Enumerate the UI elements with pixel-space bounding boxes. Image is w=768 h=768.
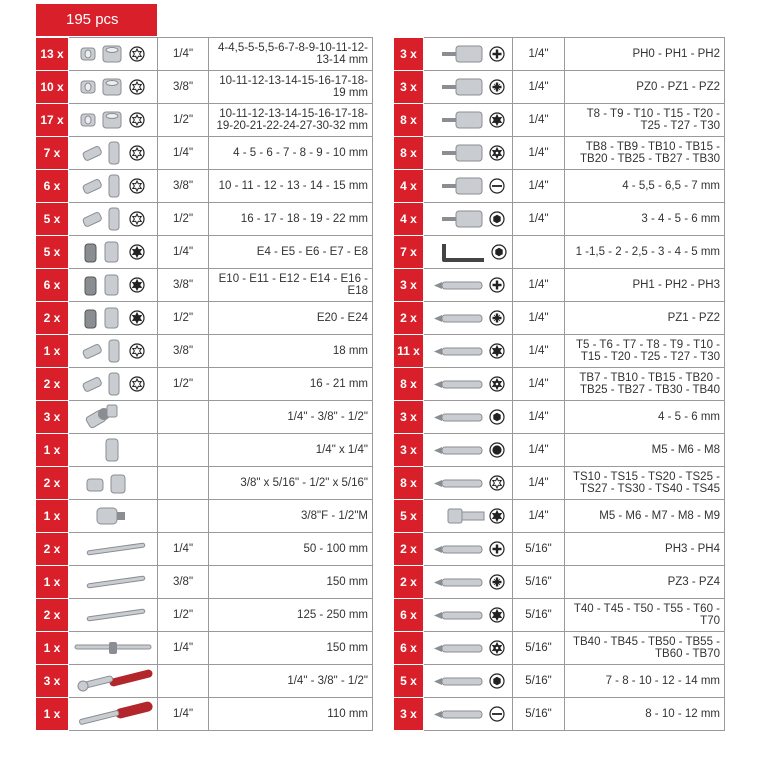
e-torx-socket-set-icon [69,269,158,302]
drive-size-cell: 1/2" [158,302,209,335]
quantity-cell: 8 x [394,137,424,170]
drive-size-cell: 1/4" [158,137,209,170]
quantity-cell: 2 x [394,533,424,566]
quantity-cell: 1 x [36,632,69,665]
table-row [36,533,373,566]
e-torx-socket-set-icon [69,302,158,335]
table-row [394,434,725,467]
bit-icon [424,698,513,731]
sizes-cell: E4 - E5 - E6 - E7 - E8 [209,236,373,269]
drive-size-cell: 1/2" [158,599,209,632]
drive-size-cell: 1/4" [158,236,209,269]
right-parts-table [393,37,725,731]
drive-size-cell: 1/4" [158,533,209,566]
table-row [394,566,725,599]
drive-size-cell: 1/4" [513,71,565,104]
sizes-cell: PH1 - PH2 - PH3 [565,269,725,302]
quantity-cell: 17 x [36,104,69,137]
sizes-cell: 4 - 5 - 6 mm [565,401,725,434]
drive-size-cell: 1/2" [158,203,209,236]
sizes-cell: 4 - 5,5 - 6,5 - 7 mm [565,170,725,203]
sizes-cell: PZ0 - PZ1 - PZ2 [565,71,725,104]
sizes-cell: T40 - T45 - T50 - T55 - T60 - T70 [565,599,725,632]
drive-size-cell [158,500,209,533]
sizes-cell: TB8 - TB9 - TB10 - TB15 - TB20 - TB25 - TB27 - TB30 [565,137,725,170]
sizes-cell: 4 - 5 - 6 - 7 - 8 - 9 - 10 mm [209,137,373,170]
quantity-cell: 2 x [36,302,69,335]
quantity-cell: 4 x [394,170,424,203]
sizes-cell: 10-11-12-13-14-15-16-17-18-19-20-21-22-24-27-30-32 mm [209,104,373,137]
quantity-cell: 6 x [36,170,69,203]
sizes-cell: T5 - T6 - T7 - T8 - T9 - T10 - T15 - T20 - T25 - T27 - T30 [565,335,725,368]
quantity-cell: 5 x [36,203,69,236]
sizes-cell: TS10 - TS15 - TS20 - TS25 - TS27 - TS30 - TS40 - TS45 [565,467,725,500]
table-row [36,434,373,467]
bit-icon [424,302,513,335]
sizes-cell: PH0 - PH1 - PH2 [565,38,725,71]
drive-size-cell: 5/16" [513,698,565,731]
bit-icon [424,566,513,599]
table-row [36,236,373,269]
quantity-cell: 2 x [394,566,424,599]
table-row [36,632,373,665]
quantity-cell: 5 x [394,665,424,698]
table-row [394,335,725,368]
drive-size-cell: 1/2" [158,104,209,137]
quantity-cell: 8 x [394,104,424,137]
sizes-cell: M5 - M6 - M7 - M8 - M9 [565,500,725,533]
quantity-cell: 3 x [394,698,424,731]
bit-socket-icon [424,137,513,170]
table-row [394,698,725,731]
quantity-cell: 2 x [36,467,69,500]
sizes-cell: 18 mm [209,335,373,368]
sizes-cell: 150 mm [209,566,373,599]
socket-set-torx-end-icon [69,104,158,137]
sizes-cell: E10 - E11 - E12 - E14 - E16 - E18 [209,269,373,302]
sizes-cell: 50 - 100 mm [209,533,373,566]
table-row [36,104,373,137]
sizes-cell: 1 -1,5 - 2 - 2,5 - 3 - 4 - 5 mm [565,236,725,269]
quantity-cell: 10 x [36,71,69,104]
sizes-cell: 1/4" - 3/8" - 1/2" [209,665,373,698]
hex-key-icon [424,236,513,269]
sizes-cell: 1/4" x 1/4" [209,434,373,467]
table-row [394,467,725,500]
sizes-cell: 3/8" x 5/16" - 1/2" x 5/16" [209,467,373,500]
quantity-cell: 3 x [394,401,424,434]
drive-size-cell: 5/16" [513,632,565,665]
drive-size-cell: 1/4" [513,467,565,500]
table-row [36,71,373,104]
drive-size-cell: 1/4" [513,434,565,467]
table-row [36,335,373,368]
sizes-cell: 16 - 17 - 18 - 19 - 22 mm [209,203,373,236]
quantity-cell: 6 x [394,632,424,665]
sizes-cell: E20 - E24 [209,302,373,335]
quantity-cell: 2 x [36,599,69,632]
quantity-cell: 1 x [36,434,69,467]
socket-set-torx-end-icon [69,38,158,71]
socket-set-torx-end-icon [69,71,158,104]
drive-size-cell: 1/4" [158,698,209,731]
quantity-cell: 5 x [394,500,424,533]
drive-size-cell: 1/4" [513,401,565,434]
table-row [394,137,725,170]
quantity-cell: 3 x [394,269,424,302]
drive-size-cell: 5/16" [513,533,565,566]
deep-socket-set-icon [69,335,158,368]
sizes-cell: 16 - 21 mm [209,368,373,401]
table-row [394,500,725,533]
table-row [36,500,373,533]
drive-size-cell [158,665,209,698]
deep-socket-set-icon [69,203,158,236]
quantity-cell: 2 x [394,302,424,335]
sizes-cell: 4-4,5-5-5,5-6-7-8-9-10-11-12-13-14 mm [209,38,373,71]
table-row [394,599,725,632]
quantity-cell: 3 x [394,71,424,104]
quantity-cell: 1 x [36,566,69,599]
bit-holder-adapter-icon [69,434,158,467]
table-row [394,269,725,302]
drive-size-cell: 1/4" [513,104,565,137]
e-torx-socket-set-icon [69,236,158,269]
table-row [36,137,373,170]
drive-size-cell: 1/4" [513,38,565,71]
drive-size-cell: 3/8" [158,335,209,368]
bit-icon [424,335,513,368]
table-row [36,698,373,731]
quantity-cell: 8 x [394,368,424,401]
table-row [394,203,725,236]
drive-size-cell: 1/4" [513,500,565,533]
drive-size-cell: 1/4" [513,170,565,203]
total-pieces-badge [36,4,157,36]
drive-size-cell: 1/4" [158,632,209,665]
bit-socket-icon [424,170,513,203]
table-row [394,368,725,401]
bit-socket-icon [424,71,513,104]
spline-bit-icon [424,500,513,533]
table-row [36,269,373,302]
table-row [36,203,373,236]
sizes-cell: 8 - 10 - 12 mm [565,698,725,731]
sizes-cell: 3 - 4 - 5 - 6 mm [565,203,725,236]
quantity-cell: 2 x [36,368,69,401]
universal-joint-icon [69,401,158,434]
drive-size-cell: 1/4" [513,335,565,368]
bit-icon [424,401,513,434]
table-row [394,71,725,104]
deep-socket-set-icon [69,368,158,401]
drive-size-cell [513,236,565,269]
bit-icon [424,533,513,566]
bit-socket-icon [424,104,513,137]
quantity-cell: 6 x [36,269,69,302]
table-row [394,665,725,698]
sizes-cell: M5 - M6 - M8 [565,434,725,467]
quantity-cell: 2 x [36,533,69,566]
quantity-cell: 3 x [394,38,424,71]
deep-socket-set-icon [69,137,158,170]
sizes-cell: PZ3 - PZ4 [565,566,725,599]
table-row [36,599,373,632]
deep-socket-set-icon [69,170,158,203]
drive-size-cell: 5/16" [513,566,565,599]
bit-icon [424,269,513,302]
screwdriver-handle-icon [69,698,158,731]
table-row [36,38,373,71]
sizes-cell: 3/8"F - 1/2"M [209,500,373,533]
adapter-pair-icon [69,467,158,500]
drive-size-cell: 1/2" [158,368,209,401]
drive-size-cell [158,434,209,467]
bit-icon [424,665,513,698]
quantity-cell: 3 x [36,401,69,434]
drive-size-cell: 3/8" [158,170,209,203]
drive-size-cell: 5/16" [513,665,565,698]
total-pieces-label: 195 pcs [66,11,119,28]
sizes-cell: 110 mm [209,698,373,731]
drive-size-cell: 1/4" [158,38,209,71]
table-row [394,170,725,203]
drive-size-cell [158,467,209,500]
table-row [36,467,373,500]
table-row [394,632,725,665]
table-row [394,302,725,335]
drive-size-cell: 3/8" [158,71,209,104]
table-row [394,401,725,434]
table-row [394,104,725,137]
quantity-cell: 1 x [36,500,69,533]
drive-size-cell: 3/8" [158,269,209,302]
table-row [36,368,373,401]
extension-bar-icon [69,599,158,632]
drive-size-cell: 1/4" [513,203,565,236]
bit-socket-icon [424,38,513,71]
table-row [394,38,725,71]
bit-icon [424,434,513,467]
quantity-cell: 6 x [394,599,424,632]
sizes-cell: PH3 - PH4 [565,533,725,566]
table-row [36,302,373,335]
sizes-cell: 150 mm [209,632,373,665]
bit-socket-icon [424,203,513,236]
drive-adapter-icon [69,500,158,533]
quantity-cell: 3 x [36,665,69,698]
left-parts-table [35,37,373,731]
drive-size-cell: 1/4" [513,137,565,170]
drive-size-cell: 3/8" [158,566,209,599]
sizes-cell: TB7 - TB10 - TB15 - TB20 - TB25 - TB27 - TB30 - TB40 [565,368,725,401]
ratchet-handle-icon [69,665,158,698]
quantity-cell: 1 x [36,698,69,731]
drive-size-cell: 5/16" [513,599,565,632]
drive-size-cell: 1/4" [513,269,565,302]
quantity-cell: 1 x [36,335,69,368]
quantity-cell: 4 x [394,203,424,236]
table-row [36,170,373,203]
sizes-cell: T8 - T9 - T10 - T15 - T20 - T25 - T27 - T30 [565,104,725,137]
drive-size-cell: 1/4" [513,368,565,401]
bit-icon [424,368,513,401]
sizes-cell: 7 - 8 - 10 - 12 - 14 mm [565,665,725,698]
quantity-cell: 3 x [394,434,424,467]
quantity-cell: 7 x [394,236,424,269]
t-handle-bar-icon [69,632,158,665]
quantity-cell: 5 x [36,236,69,269]
extension-bar-icon [69,533,158,566]
sizes-cell: PZ1 - PZ2 [565,302,725,335]
sizes-cell: 1/4" - 3/8" - 1/2" [209,401,373,434]
quantity-cell: 8 x [394,467,424,500]
sizes-cell: TB40 - TB45 - TB50 - TB55 - TB60 - TB70 [565,632,725,665]
drive-size-cell [158,401,209,434]
table-row [394,533,725,566]
table-row [36,665,373,698]
quantity-cell: 13 x [36,38,69,71]
sizes-cell: 10-11-12-13-14-15-16-17-18-19 mm [209,71,373,104]
sizes-cell: 125 - 250 mm [209,599,373,632]
table-row [394,236,725,269]
bit-icon [424,632,513,665]
quantity-cell: 11 x [394,335,424,368]
sizes-cell: 10 - 11 - 12 - 13 - 14 - 15 mm [209,170,373,203]
quantity-cell: 7 x [36,137,69,170]
bit-icon [424,467,513,500]
table-row [36,401,373,434]
extension-bar-icon [69,566,158,599]
bit-icon [424,599,513,632]
drive-size-cell: 1/4" [513,302,565,335]
table-row [36,566,373,599]
